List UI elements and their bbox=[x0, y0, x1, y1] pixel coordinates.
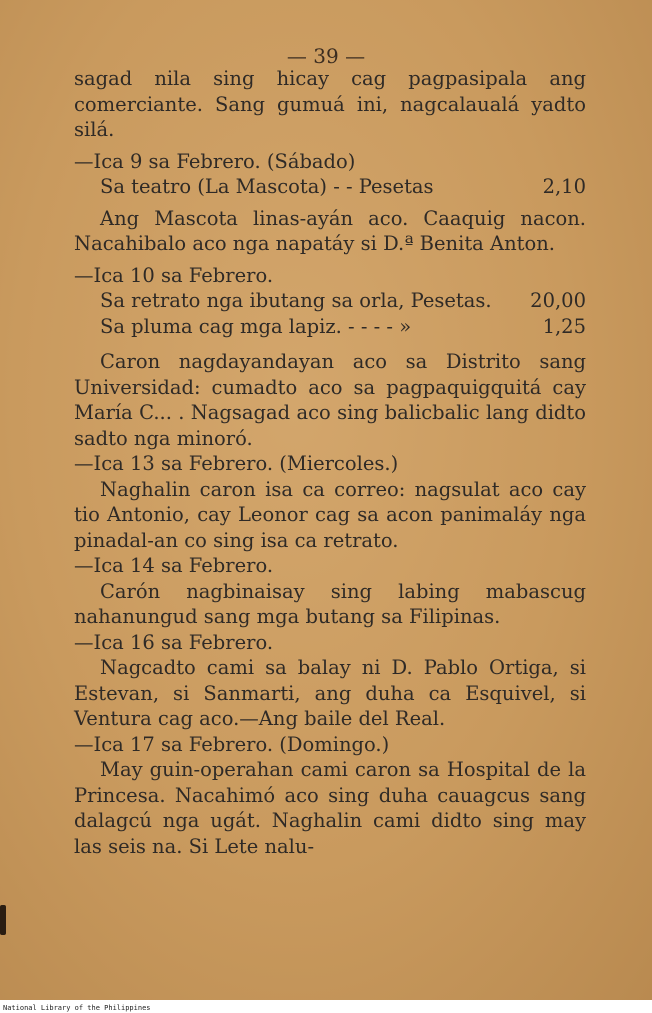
page-number: — 39 — bbox=[286, 44, 366, 68]
entry-date-14: —Ica 14 sa Febrero. bbox=[74, 554, 274, 577]
entry-date-13: —Ica 13 sa Febrero. (Miercoles.) bbox=[74, 452, 399, 475]
expense-row-teatro bbox=[74, 174, 586, 200]
paragraph-hospital: May guin-operahan cami caron sa Hospital de la Princesa. Nacahimó aco sing duha cauagcus sang dalagcú nga ugát. Naghalin cami didto sing may las seis na. Si Lete nalu- bbox=[74, 758, 586, 858]
page-body bbox=[74, 66, 586, 859]
paragraph-distrito: Caron nagdayandayan aco sa Distrito sang Universidad: cumadto aco sa pagpaquigquitá cay María C... . Nagsagad aco sing balicbalic lang didto sadto nga minoró. bbox=[74, 350, 586, 450]
expense-label: Sa pluma cag mga lapiz. - - - - » bbox=[100, 314, 412, 338]
expense-row-pluma bbox=[74, 314, 586, 340]
expense-amount: 1,25 bbox=[542, 314, 586, 338]
expense-row-retrato bbox=[74, 288, 586, 314]
entry-date-9: —Ica 9 sa Febrero. (Sábado) bbox=[74, 149, 356, 173]
paragraph-filipinas: Carón nagbinaisay sing labing mabascug nahanungud sang mga butang sa Filipinas. bbox=[74, 579, 586, 628]
library-footer: National Library of the Philippines bbox=[3, 1004, 151, 1012]
paragraph-correo: Naghalin caron isa ca correo: nagsulat aco cay tio Antonio, cay Leonor cag sa acon panimaláy nga pinadal-an co sing isa ca retrato. bbox=[74, 477, 586, 552]
paragraph-continuation: sagad nila sing hicay cag pagpasipala ang comerciante. Sang gumuá ini, nagcalaualá yadto silá. bbox=[74, 67, 586, 141]
entry-date-10: —Ica 10 sa Febrero. bbox=[74, 263, 274, 287]
paragraph-mascota: Ang Mascota linas-ayán aco. Caaquig nacon. Nacahibalo aco nga napatáy si D.ª Benita Anton. bbox=[74, 206, 586, 255]
paragraph-ortiga: Nagcadto cami sa balay ni D. Pablo Ortiga, si Estevan, si Sanmarti, ang duha ca Esquivel, si Ventura cag aco.—Ang baile del Real. bbox=[74, 656, 586, 730]
expense-amount: 20,00 bbox=[530, 289, 586, 312]
entry-date-16: —Ica 16 sa Febrero. bbox=[74, 630, 274, 654]
expense-label: Sa teatro (La Mascota) - - Pesetas bbox=[100, 175, 434, 198]
expense-label: Sa retrato nga ibutang sa orla, Pesetas. bbox=[100, 289, 492, 312]
expense-amount: 2,10 bbox=[542, 175, 586, 198]
entry-date-17: —Ica 17 sa Febrero. (Domingo.) bbox=[74, 732, 390, 756]
binding-thread-mark bbox=[0, 905, 6, 935]
